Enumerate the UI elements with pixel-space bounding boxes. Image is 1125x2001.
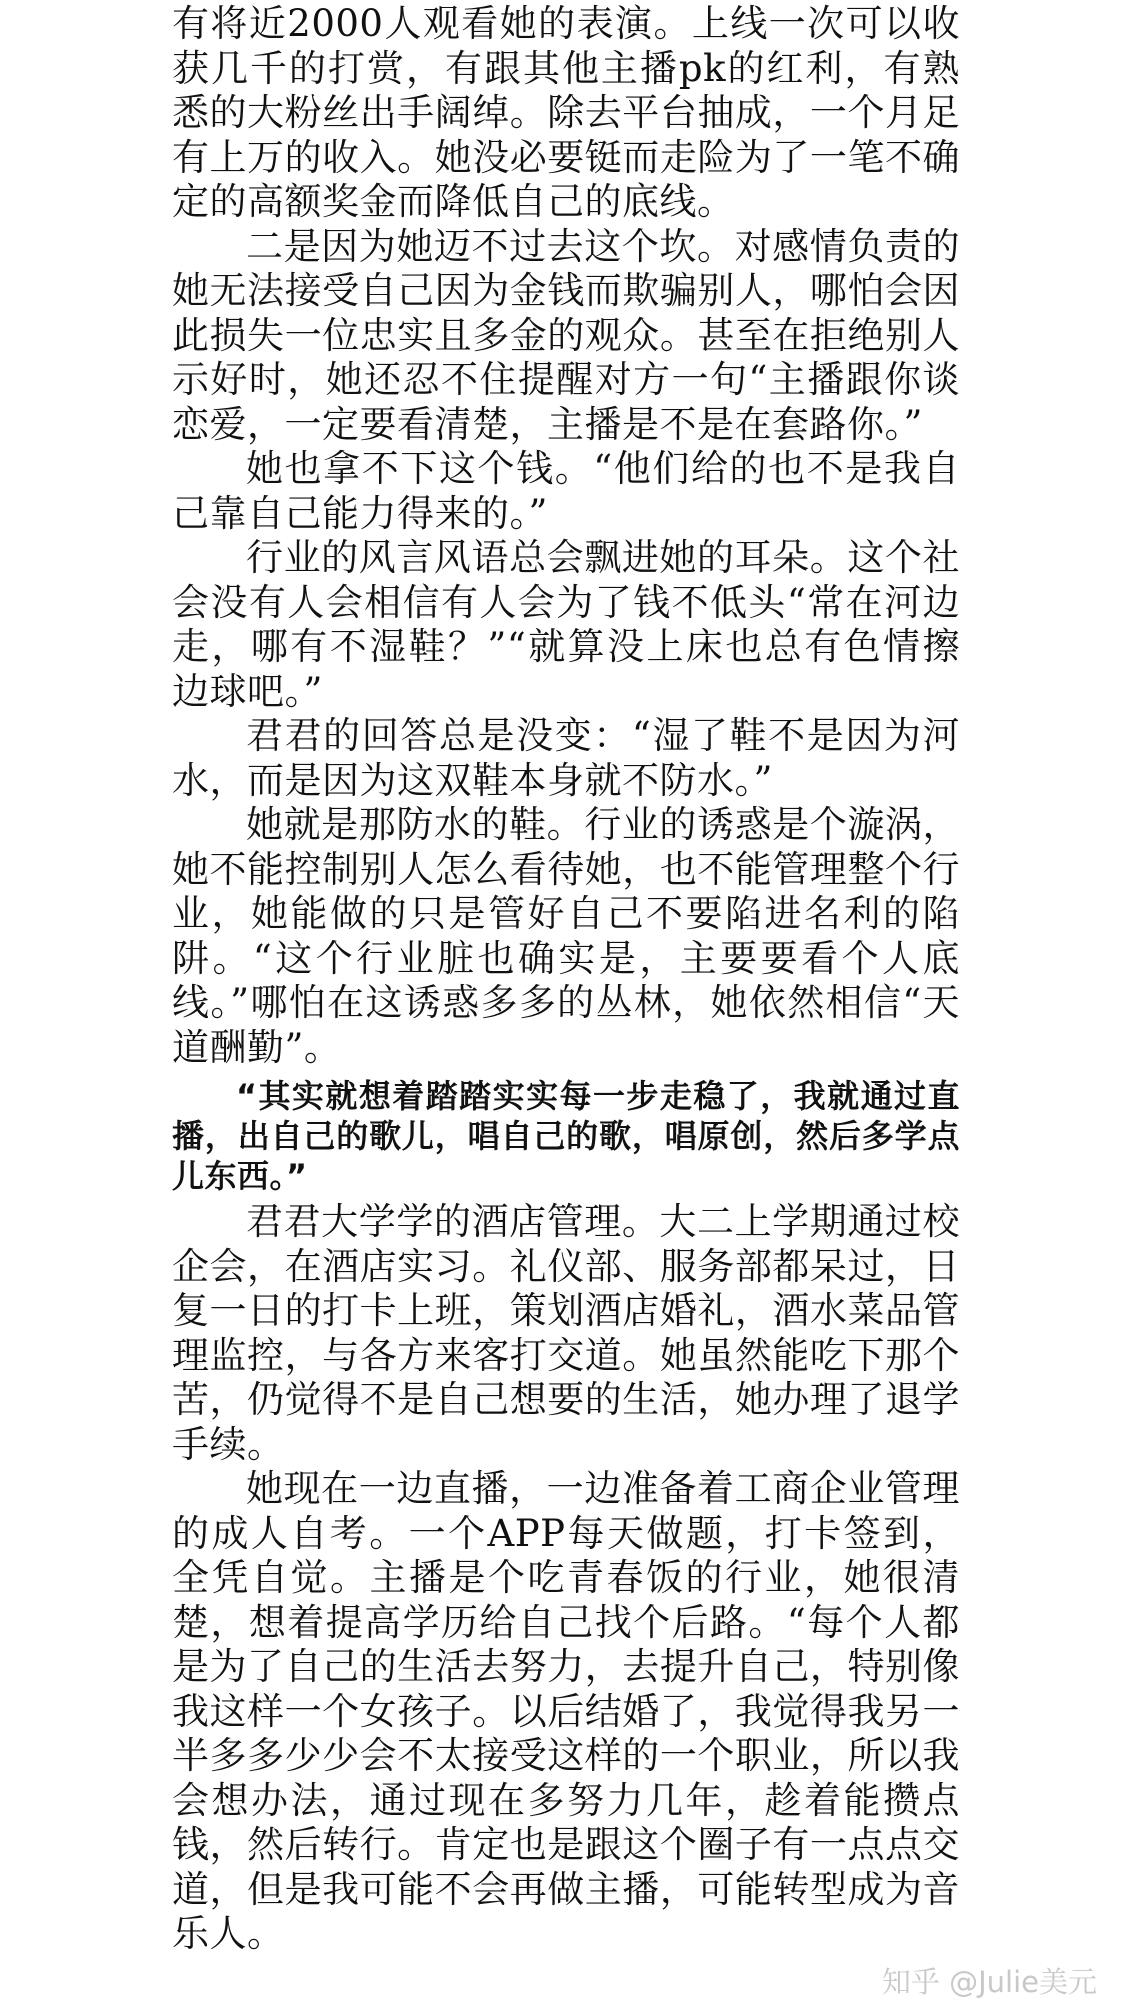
paragraph-2: 二是因为她迈不过去这个坎。对感情负责的她无法接受自己因为金钱而欺骗别人，哪怕会因此损失一位忠实且多金的观众。甚至在拒绝别人示好时，她还忍不住提醒对方一句“主播跟你谈恋爱，一定要看清楚，主播是不是在套路你。” [172, 224, 960, 446]
paragraph-3: 她也拿不下这个钱。“他们给的也不是我自己靠自己能力得来的。” [172, 447, 960, 535]
paragraph-7: 君君大学学的酒店管理。大二上学期通过校企会，在酒店实习。礼仪部、服务部都呆过，日复一日的打卡上班，策划酒店婚礼，酒水菜品管理监控，与各方来客打交道。她虽然能吃下那个苦，仍觉得不是自己想要的生活，她办理了退学手续。 [172, 1200, 960, 1466]
zhihu-watermark: 知乎 @Julie美元 [881, 1965, 1097, 1999]
article-body [172, 2, 960, 1957]
paragraph-5: 君君的回答总是没变：“湿了鞋不是因为河水，而是因为这双鞋本身就不防水。” [172, 714, 960, 802]
bold-quote: “其实就想着踏踏实实每一步走稳了，我就通过直播，出自己的歌儿，唱自己的歌，唱原创，然后多学点儿东西。” [172, 1077, 960, 1195]
paragraph-6: 她就是那防水的鞋。行业的诱惑是个漩涡，她不能控制别人怎么看待她，也不能管理整个行业，她能做的只是管好自己不要陷进名利的陷阱。“这个行业脏也确实是，主要要看个人底线。”哪怕在这诱惑多多的丛林，她依然相信“天道酬勤”。 [172, 803, 960, 1069]
paragraph-8: 她现在一边直播，一边准备着工商企业管理的成人自考。一个APP每天做题，打卡签到，全凭自觉。主播是个吃青春饭的行业，她很清楚，想着提高学历给自己找个后路。“每个人都是为了自己的生活去努力，去提升自己，特别像我这样一个女孩子。以后结婚了，我觉得我另一半多多少少会不太接受这样的一个职业，所以我会想办法，通过现在多努力几年，趁着能攒点钱，然后转行。肯定也是跟这个圈子有一点点交道，但是我可能不会再做主播，可能转型成为音乐人。 [172, 1467, 960, 1955]
paragraph-4: 行业的风言风语总会飘进她的耳朵。这个社会没有人会相信有人会为了钱不低头“常在河边走，哪有不湿鞋？”“就算没上床也总有色情擦边球吧。” [172, 536, 960, 713]
paragraph-1: 有将近2000人观看她的表演。上线一次可以收获几千的打赏，有跟其他主播pk的红利，有熟悉的大粉丝出手阔绰。除去平台抽成，一个月足有上万的收入。她没必要铤而走险为了一笔不确定的高额奖金而降低自己的底线。 [172, 2, 960, 223]
